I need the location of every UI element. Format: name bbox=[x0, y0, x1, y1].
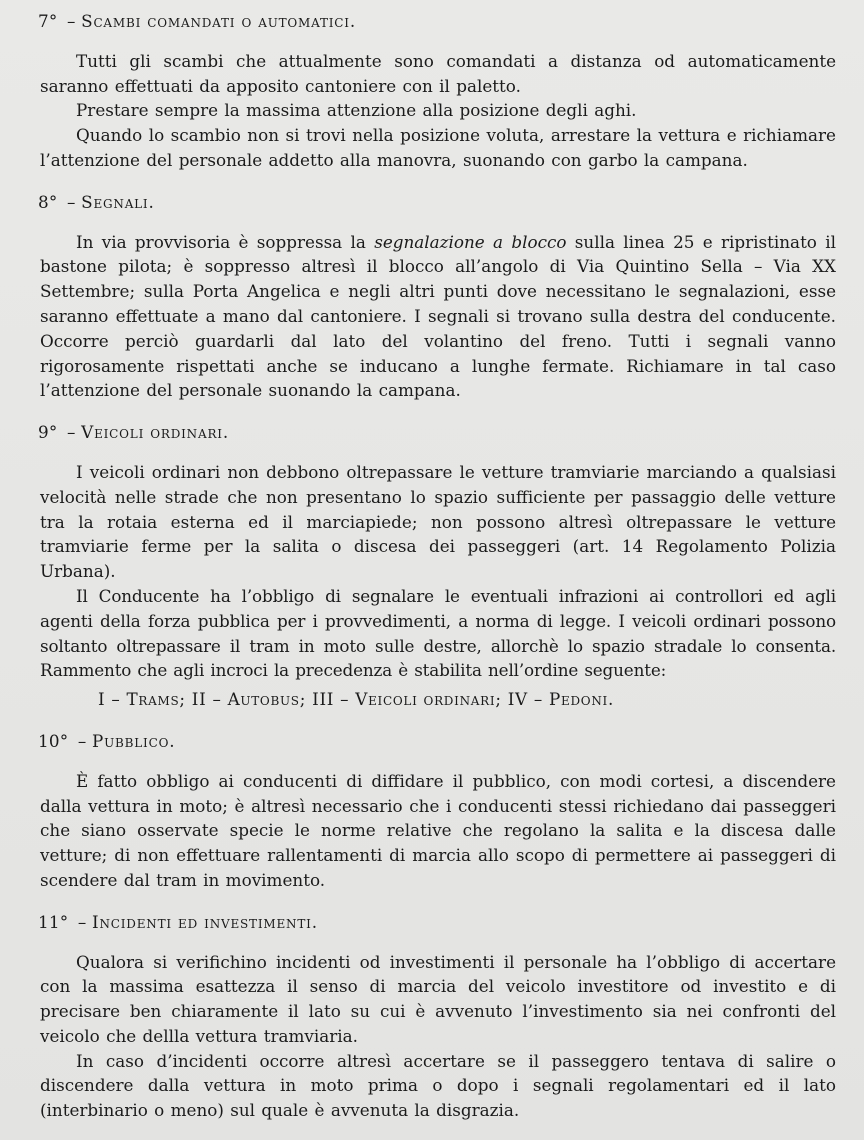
section-11-incidents bbox=[40, 910, 836, 1123]
section-heading bbox=[38, 729, 836, 754]
paragraph bbox=[40, 230, 836, 404]
paragraph: I veicoli ordinari non debbono oltrepassare le vetture tramviarie marciando a qualsiasi velocità nelle strade che non presentano lo spazio sufficiente per passaggio delle vetture tra la rotaia esterna ed il marciapiede; non possono altresì oltrepassare le vetture tramviarie ferme per la salita o discesa dei passeggeri (art. 14 Regolamento Polizia Urbana). bbox=[40, 461, 836, 582]
section-number: 7° bbox=[38, 11, 58, 31]
paragraph: Il Conducente ha l’obbligo di segnalare le eventuali infrazioni ai controllori ed agli agenti della forza pubblica per i provvedimenti, a norma di legge. I veicoli ordinari possono soltanto oltrepassare il tram in moto sulle destre, allorchè lo spazio stradale lo consenta. Rammento che agli incroci la precedenza è stabilita nell’ordine seguente: bbox=[40, 585, 836, 681]
paragraph: Tutti gli scambi che attualmente sono comandati a distanza od automaticamente saranno effettuati da apposito cantoniere con il paletto. bbox=[40, 50, 836, 96]
heading-dash: – bbox=[77, 730, 87, 751]
section-title: Incidenti ed investimenti. bbox=[92, 911, 318, 932]
section-heading bbox=[38, 190, 836, 215]
paragraph-text: In via provvisoria è soppressa la bbox=[76, 231, 375, 252]
section-heading bbox=[38, 910, 836, 935]
heading-dash: – bbox=[67, 191, 76, 212]
section-number: 10° bbox=[38, 730, 69, 751]
paragraph: È fatto obbligo ai conducenti di diffidare il pubblico, con modi cortesi, a discendere dalla vettura in moto; è altresì necessario che i conducenti stessi richiedano dai passeggeri che siano osservate specie le norme relative che regolano la salita e la discesa dalle vetture; di non effettuare rallentamenti di marcia allo scopo di permettere ai passeggeri di scendere dal tram in movimento. bbox=[40, 770, 836, 890]
section-title: Segnali. bbox=[81, 191, 155, 212]
section-number: 8° bbox=[38, 191, 58, 212]
section-heading bbox=[38, 9, 836, 34]
section-heading bbox=[38, 420, 836, 445]
precedence-order: I – Trams; II – Autobus; III – Veicoli ordinari; IV – Pedoni. bbox=[98, 689, 614, 710]
section-title: Veicoli ordinari. bbox=[81, 422, 229, 443]
paragraph: Quando lo scambio non si trovi nella posizione voluta, arrestare la vettura e richiamare l’attenzione del personale addetto alla manovra, suonando con garbo la campana. bbox=[40, 125, 836, 170]
section-title: Pubblico. bbox=[92, 730, 176, 751]
paragraph: In caso d’incidenti occorre altresì accertare se il passeggero tentava di salire o discendere dalla vettura in moto prima o dopo i segnali regolamentari ed il lato (interbinario o meno) sul quale è avvenuta la disgrazia. bbox=[40, 1050, 836, 1121]
section-10-public bbox=[40, 729, 836, 893]
heading-dash: – bbox=[77, 911, 87, 932]
paragraph: Qualora si verifichino incidenti od investimenti il personale ha l’obbligo di accertare con la massima esattezza il senso di marcia del veicolo investitore od investito e di precisare ben chiaramente il lato su cui è avvenuto l’investimento sia nei confronti del veicolo che dellla vettura tramviaria. bbox=[40, 951, 836, 1046]
section-title: Scambi comandati o automatici. bbox=[81, 11, 356, 31]
section-7-switches bbox=[40, 9, 836, 173]
paragraph-text: sulla linea 25 e ripristinato il bastone pilota; è soppresso altresì il blocco all’angolo di Via Quintino Sella – Via XX Settembre; sulla Porta Angelica e negli altri punti dove necessitano le segnalazioni, esse saranno effettuate a mano dal cantoniere. I segnali si trovano sulla destra del conducente. Occorre perciò guardarli dal lato del volantino del freno. Tutti i segnali vanno rigorosamente rispettati anche se inducano a lunghe fermate. Richiamare in tal caso l’attenzione del personale suonando la campana. bbox=[40, 231, 836, 401]
heading-dash: – bbox=[67, 11, 76, 31]
section-number: 11° bbox=[38, 911, 69, 932]
section-8-signals bbox=[40, 190, 836, 403]
section-number: 9° bbox=[38, 422, 58, 443]
heading-dash: – bbox=[67, 422, 76, 443]
italic-term: segnalazione a blocco bbox=[374, 231, 567, 252]
paragraph: Prestare sempre la massima attenzione alla posizione degli aghi. bbox=[76, 100, 637, 121]
section-9-ordinary-vehicles bbox=[40, 420, 836, 712]
